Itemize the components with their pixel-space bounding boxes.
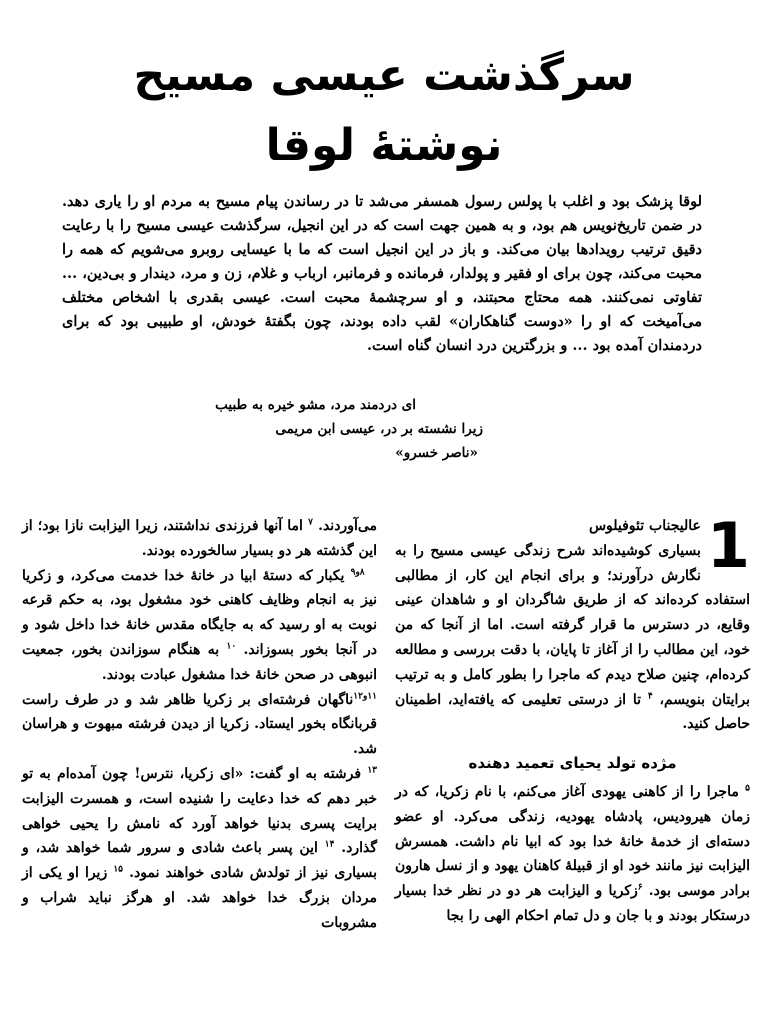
verse-number: ۱۰	[226, 641, 237, 652]
verse-text: فرشته به او گفت: «ای زکریا، نترس! چون آمده‌ام به تو خبر دهم که خدا دعایت را شنیده است، و همسرت الیزابت برایت پسری بدنیا خواهد آورد که نامش را یحیی خواهی گذارد.	[22, 765, 378, 857]
verse-text: زیرا او یکی از مردان بزرگ خدا خواهد شد. او هرگز نباید شراب و مشروبات	[22, 865, 377, 931]
verse-number: ۷	[308, 517, 313, 528]
verse-text: به هنگام سوزاندن بخور، جمعیت انبوهی در صحن خانهٔ خدا مشغول عبادت بودند.	[22, 641, 377, 683]
text-column-right	[395, 509, 751, 929]
verse-text: بسیاری کوشیده‌اند شرح زندگی عیسی مسیح را به نگارش درآورند؛ و برای انجام این کار، از مطالبی استفاده کرده‌اند که از طریق شاگردان او و شاهدان عینی وقایع، در دسترس ما قرار گرفته است. اما از آنجا که من خود، این مطالب را از آغاز تا پایان، با دقت بررسی و مطالعه کرده‌ام، چنین صلاح دیدم که ماجرا را بطور کامل و به ترتیب برایتان بنویسم،	[395, 542, 751, 708]
page-title: سرگذشت عیسی مسیح	[133, 50, 635, 101]
verse-text: زکریا و الیزابت هر دو در نظر خدا بسیار درستکار بودند و با جان و دل تمام احکام الهی را بجا	[395, 883, 750, 924]
section-heading: مژده تولد یحیای تعمید دهنده	[468, 754, 677, 773]
verse-number: ۵	[745, 783, 750, 794]
verse-number: ۱۴	[324, 839, 335, 850]
verse-text: یکبار که دستهٔ ابیا در خانهٔ خدا خدمت می‌کرد، و زکریا نیز به انجام وظایف کاهنی خود مشغول بود، به حکم قرعه نوبت به او رسید که به جایگاه مقدس خانهٔ خدا داخل شود و در آنجا بخور بسوزاند.	[22, 567, 378, 658]
text-column-left	[22, 514, 377, 936]
poem-attribution: «ناصر خسرو»	[395, 445, 478, 461]
verse-text: این پسر باعث شادی و سرور شما خواهد شد، و بسیاری نیز از تولدش شادی خواهند نمود.	[22, 840, 378, 882]
intro-paragraph: لوقا پزشک بود و اغلب با پولس رسول همسفر می‌شد تا در رساندن پیام مسیح به مردم او را یاری دهد. در ضمن تاریخ‌نویس هم بود، و به همین جهت است که در این انجیل، سرگذشت عیسی مسیح را با رعایت دقیق ترتیب رویدادها بیان می‌کند. و باز در این انجیل است که ما با عیسایی روبرو می‌شویم که همه را محبت می‌کند، چون برای او فقیر و پولدار، فرمانده و فرمانبر، ارباب و غلام، زن و مرد، دیندار و بی‌دین، ... تفاوتی نمی‌کنند. همه محتاج محبتند، و او سرچشمهٔ محبت است. عیسی بقدری با اشخاص مختلف می‌آمیخت که او را «دوست گناهکاران» لقب داده بودند، چون بگفتهٔ خودش، او طبیبی بود که برای دردمندان آمده بود ... و بزرگترین درد انسان گناه است.	[62, 193, 702, 354]
verse-text: تا از درستی تعلیمی که یافته‌اید، اطمینان حاصل کنید.	[395, 691, 750, 733]
poem-line-2: زیرا نشسته بر در، عیسی ابن مریمی	[275, 421, 483, 437]
salutation: عالیجناب تئوفیلوس	[588, 518, 701, 534]
verse-number: ۶	[637, 882, 643, 893]
introduction	[62, 190, 702, 358]
verse-text: اما آنها فرزندی نداشتند، زیرا الیزابت نازا بود؛ از این گذشته هر دو بسیار سالخورده بودند.	[22, 518, 377, 559]
verse-text: ماجرا را از کاهنی یهودی آغاز می‌کنم، با نام زکریا، که در زمان هیرودیس، پادشاه یهودیه، زندگی می‌کرد. او عضو دسته‌ای از خدمهٔ خانهٔ خدا بود که ابیا نام داشت. همسرش الیزابت نیز مانند خود او از قبیلهٔ کاهنان یهود و از نسل هارون برادر موسی بود.	[395, 783, 751, 900]
verse-number: ۴	[647, 690, 653, 701]
verse-number: ۱۱و۱۲	[353, 690, 377, 701]
verse-text: می‌آوردند.	[318, 518, 378, 534]
verse-number: ۱۳	[367, 765, 378, 776]
chapter-number: 1	[706, 509, 750, 582]
page-subtitle: نوشتهٔ لوقا	[265, 120, 503, 171]
verse-number: ۸و۹	[350, 566, 365, 577]
poem-line-1: ای دردمند مرد، مشو خیره به طبیب	[215, 397, 416, 413]
verse-number: ۱۵	[113, 864, 124, 875]
verse-text: ناگهان فرشته‌ای بر زکریا ظاهر شد و در طرف راست قربانگاه بخور ایستاد. زکریا از دیدن فرشته مبهوت و هراسان شد.	[22, 691, 377, 758]
